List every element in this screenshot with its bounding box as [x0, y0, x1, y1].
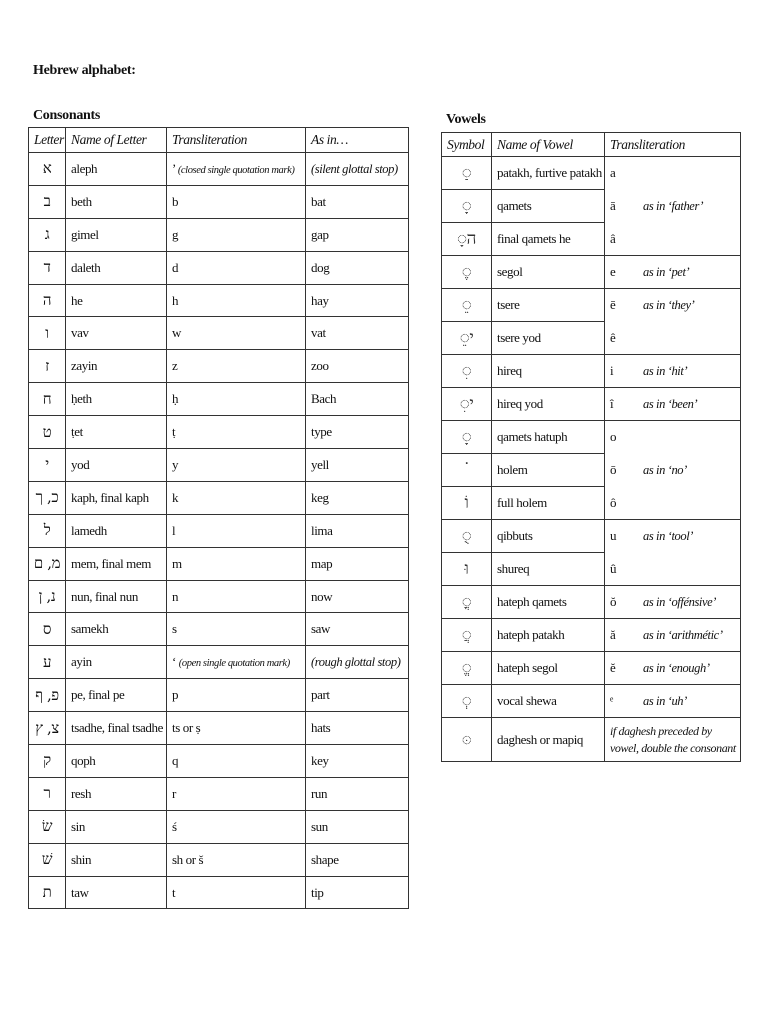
- consonant-as-in: Bach: [306, 383, 409, 416]
- consonant-name: gimel: [66, 218, 167, 251]
- vowel-row: [442, 454, 741, 487]
- vowel-symbol: וֹ: [442, 487, 492, 520]
- vowel-as-in-note: as in ‘offénsive’: [643, 594, 717, 609]
- consonant-as-in: gap: [306, 218, 409, 251]
- vowels-heading: Vowels: [446, 112, 486, 127]
- consonant-row: [29, 810, 409, 843]
- consonant-transliteration-mark: ’: [172, 160, 175, 176]
- consonant-name: samekh: [66, 613, 167, 646]
- consonant-transliteration: [167, 646, 306, 679]
- vowel-transliteration: ĕ: [610, 660, 616, 675]
- consonant-name: beth: [66, 185, 167, 218]
- vowel-transliteration-cell: [605, 619, 741, 652]
- consonant-letter: ר: [29, 777, 66, 810]
- consonant-letter: ט: [29, 416, 66, 449]
- consonant-letter: ת: [29, 876, 66, 909]
- vowel-symbol: ˙: [442, 454, 492, 487]
- vowel-note: if daghesh preceded by vowel, double the consonant: [610, 723, 736, 755]
- consonant-letter: ז: [29, 350, 66, 383]
- consonant-row: [29, 745, 409, 778]
- consonant-as-in: hay: [306, 284, 409, 317]
- consonant-as-in: [306, 646, 409, 679]
- vowel-transliteration: ā: [610, 198, 616, 213]
- consonant-row: [29, 350, 409, 383]
- consonants-table: [28, 127, 409, 909]
- consonant-letter: י: [29, 449, 66, 482]
- consonant-letter: ב: [29, 185, 66, 218]
- vowel-transliteration-cell: [605, 487, 741, 520]
- consonant-name: ayin: [66, 646, 167, 679]
- vowel-symbol: ◌ֲ: [442, 619, 492, 652]
- vowel-row: [442, 685, 741, 718]
- vowel-as-in-note: as in ‘father’: [643, 198, 704, 213]
- vowel-row: [442, 388, 741, 421]
- consonant-name: daleth: [66, 251, 167, 284]
- vowel-name: hireq yod: [492, 388, 605, 421]
- vowel-transliteration-cell: [605, 355, 741, 388]
- vowel-name: qibbuts: [492, 520, 605, 553]
- vowel-row: [442, 652, 741, 685]
- consonant-as-in: key: [306, 745, 409, 778]
- consonant-letter: ק: [29, 745, 66, 778]
- vowel-symbol: ◌ֱ: [442, 652, 492, 685]
- consonant-letter: ג: [29, 218, 66, 251]
- consonant-letter: ל: [29, 514, 66, 547]
- vowel-row: [442, 256, 741, 289]
- vowel-row: [442, 619, 741, 652]
- vowel-row: [442, 520, 741, 553]
- consonant-transliteration: ś: [167, 810, 306, 843]
- consonant-letter: ס: [29, 613, 66, 646]
- consonant-row: [29, 547, 409, 580]
- vowel-transliteration: ē: [610, 297, 616, 313]
- vowel-as-in-note: as in ‘uh’: [643, 693, 687, 708]
- consonant-row: [29, 613, 409, 646]
- vowel-transliteration-cell: [605, 223, 741, 256]
- vowel-row: [442, 355, 741, 388]
- consonant-as-in: now: [306, 580, 409, 613]
- vowel-row: [442, 322, 741, 355]
- vowel-transliteration-cell: [605, 586, 741, 619]
- consonant-letter: ד: [29, 251, 66, 284]
- consonant-transliteration: n: [167, 580, 306, 613]
- consonant-as-in: type: [306, 416, 409, 449]
- consonant-as-in: yell: [306, 449, 409, 482]
- vowel-row: [442, 223, 741, 256]
- vowel-transliteration-cell: [605, 157, 741, 190]
- consonant-row: [29, 284, 409, 317]
- consonant-transliteration: w: [167, 317, 306, 350]
- consonant-letter: נ, ן: [29, 580, 66, 613]
- vowel-symbol: ◌ְ: [442, 685, 492, 718]
- consonant-letter: צ, ץ: [29, 712, 66, 745]
- vowel-transliteration: o: [610, 429, 617, 445]
- consonant-letter: ע: [29, 646, 66, 679]
- consonant-transliteration: p: [167, 679, 306, 712]
- consonant-letter: מ, ם: [29, 547, 66, 580]
- vowel-as-in-note: as in ‘arithmétic’: [643, 627, 723, 642]
- consonant-name: tsadhe, final tsadhe: [66, 712, 167, 745]
- consonant-name: zayin: [66, 350, 167, 383]
- vowel-transliteration-cell: [605, 190, 741, 223]
- consonant-row: [29, 153, 409, 186]
- consonant-row: [29, 876, 409, 909]
- consonant-as-in: saw: [306, 613, 409, 646]
- consonant-transliteration: k: [167, 481, 306, 514]
- consonant-letter: ו: [29, 317, 66, 350]
- consonant-transliteration: ḥ: [167, 383, 306, 416]
- vowel-transliteration: û: [610, 560, 617, 576]
- consonant-name: mem, final mem: [66, 547, 167, 580]
- consonant-as-in: hats: [306, 712, 409, 745]
- vowel-as-in-note: as in ‘enough’: [643, 660, 710, 675]
- vowel-symbol: ◌ִי: [442, 388, 492, 421]
- vowel-transliteration-cell: [605, 289, 741, 322]
- vowel-transliteration: a: [610, 165, 616, 181]
- consonant-row: [29, 218, 409, 251]
- vowel-name: hireq: [492, 355, 605, 388]
- consonant-transliteration-note: (closed single quotation mark): [177, 164, 295, 176]
- consonants-header-row: [29, 128, 409, 153]
- consonants-body: [29, 153, 409, 909]
- consonant-letter: פ, ף: [29, 679, 66, 712]
- consonant-as-in: lima: [306, 514, 409, 547]
- vowel-transliteration-cell: [605, 553, 741, 586]
- vowel-name: shureq: [492, 553, 605, 586]
- column-header-transliteration: Transliteration: [167, 128, 306, 153]
- consonant-transliteration: g: [167, 218, 306, 251]
- vowel-transliteration-cell: [605, 421, 741, 454]
- vowel-name: qamets: [492, 190, 605, 223]
- consonant-name: nun, final nun: [66, 580, 167, 613]
- vowel-name: holem: [492, 454, 605, 487]
- consonant-row: [29, 646, 409, 679]
- consonant-letter: כ, ך: [29, 481, 66, 514]
- vowel-transliteration: ô: [610, 494, 617, 510]
- consonant-as-in: keg: [306, 481, 409, 514]
- consonant-row: [29, 514, 409, 547]
- vowel-transliteration-cell: [605, 322, 741, 355]
- column-header-vowel-name: Name of Vowel: [492, 133, 605, 157]
- consonant-row: [29, 712, 409, 745]
- vowel-row: [442, 586, 741, 619]
- consonant-row: [29, 843, 409, 876]
- consonant-as-in: run: [306, 777, 409, 810]
- vowel-transliteration: ê: [610, 329, 616, 345]
- vowel-transliteration-cell: [605, 652, 741, 685]
- consonant-as-in: [306, 153, 409, 186]
- consonant-name: kaph, final kaph: [66, 481, 167, 514]
- vowel-row: [442, 157, 741, 190]
- vowel-row: [442, 553, 741, 586]
- consonant-transliteration: h: [167, 284, 306, 317]
- consonant-letter: שׂ: [29, 810, 66, 843]
- vowel-as-in-note: as in ‘been’: [643, 396, 698, 411]
- vowel-transliteration-cell: [605, 454, 741, 487]
- consonant-transliteration: ts or ṣ: [167, 712, 306, 745]
- vowel-name: final qamets he: [492, 223, 605, 256]
- column-header-symbol: Symbol: [442, 133, 492, 157]
- consonant-name: resh: [66, 777, 167, 810]
- consonant-transliteration: m: [167, 547, 306, 580]
- vowel-as-in-note: as in ‘they’: [643, 297, 695, 312]
- consonant-transliteration: s: [167, 613, 306, 646]
- consonant-transliteration: ṭ: [167, 416, 306, 449]
- consonant-name: qoph: [66, 745, 167, 778]
- consonant-name: yod: [66, 449, 167, 482]
- vowel-row: [442, 718, 741, 762]
- vowel-name: hateph segol: [492, 652, 605, 685]
- vowel-transliteration: i: [610, 363, 614, 378]
- vowel-transliteration-cell: [605, 520, 741, 553]
- vowel-name: hateph patakh: [492, 619, 605, 652]
- consonant-row: [29, 481, 409, 514]
- vowels-table: [441, 132, 741, 762]
- consonant-as-in: map: [306, 547, 409, 580]
- vowel-transliteration: ᵉ: [610, 693, 613, 708]
- vowel-symbol: ◌ָה: [442, 223, 492, 256]
- vowel-symbol: ◌ּ: [442, 718, 492, 762]
- vowel-symbol: ◌ַ: [442, 157, 492, 190]
- column-header-vowel-transliteration: Transliteration: [605, 133, 741, 157]
- consonant-name: taw: [66, 876, 167, 909]
- consonant-as-in: bat: [306, 185, 409, 218]
- consonant-row: [29, 383, 409, 416]
- consonant-letter: ח: [29, 383, 66, 416]
- consonant-row: [29, 185, 409, 218]
- consonant-transliteration: d: [167, 251, 306, 284]
- consonant-transliteration: sh or š: [167, 843, 306, 876]
- consonant-row: [29, 251, 409, 284]
- vowel-name: patakh, furtive patakh: [492, 157, 605, 190]
- consonant-name: lamedh: [66, 514, 167, 547]
- consonant-transliteration: y: [167, 449, 306, 482]
- vowel-name: qamets hatuph: [492, 421, 605, 454]
- vowel-name: tsere: [492, 289, 605, 322]
- vowel-name: daghesh or mapiq: [492, 718, 605, 762]
- consonant-transliteration: [167, 153, 306, 186]
- vowel-as-in-note: as in ‘tool’: [643, 528, 694, 543]
- vowel-transliteration: ŏ: [610, 594, 617, 609]
- consonant-row: [29, 449, 409, 482]
- vowel-row: [442, 190, 741, 223]
- consonant-transliteration: r: [167, 777, 306, 810]
- vowel-symbol: ◌ָ: [442, 421, 492, 454]
- vowel-symbol: ◌ֵ: [442, 289, 492, 322]
- vowel-name: segol: [492, 256, 605, 289]
- consonant-name: pe, final pe: [66, 679, 167, 712]
- vowel-transliteration: ō: [610, 462, 617, 477]
- column-header-letter: Letter: [29, 128, 66, 153]
- consonant-name: shin: [66, 843, 167, 876]
- vowel-row: [442, 487, 741, 520]
- consonant-as-in: sun: [306, 810, 409, 843]
- consonant-name: he: [66, 284, 167, 317]
- vowel-row: [442, 421, 741, 454]
- consonant-name: aleph: [66, 153, 167, 186]
- consonant-as-in: vat: [306, 317, 409, 350]
- consonant-transliteration-note: (open single quotation mark): [178, 658, 290, 670]
- vowel-name: full holem: [492, 487, 605, 520]
- vowel-transliteration-cell: [605, 685, 741, 718]
- consonant-transliteration: b: [167, 185, 306, 218]
- vowel-transliteration-cell: [605, 718, 741, 762]
- vowel-transliteration-cell: [605, 256, 741, 289]
- consonant-letter: א: [29, 153, 66, 186]
- consonant-as-in: part: [306, 679, 409, 712]
- vowel-transliteration-cell: [605, 388, 741, 421]
- consonant-transliteration: z: [167, 350, 306, 383]
- vowel-symbol: וּ: [442, 553, 492, 586]
- vowel-as-in-note: as in ‘pet’: [643, 264, 690, 279]
- vowel-symbol: ◌ֵי: [442, 322, 492, 355]
- consonant-as-in-note: (rough glottal stop): [311, 655, 401, 670]
- consonant-transliteration: l: [167, 514, 306, 547]
- column-header-name: Name of Letter: [66, 128, 167, 153]
- consonant-letter: שׁ: [29, 843, 66, 876]
- vowels-header-row: [442, 133, 741, 157]
- consonant-name: ḥeth: [66, 383, 167, 416]
- vowel-as-in-note: as in ‘hit’: [643, 363, 688, 378]
- consonant-row: [29, 416, 409, 449]
- vowel-symbol: ◌ָ: [442, 190, 492, 223]
- vowel-transliteration: â: [610, 230, 616, 246]
- consonant-row: [29, 317, 409, 350]
- vowel-row: [442, 289, 741, 322]
- consonant-letter: ה: [29, 284, 66, 317]
- vowel-transliteration: e: [610, 264, 616, 279]
- consonant-row: [29, 679, 409, 712]
- consonant-name: vav: [66, 317, 167, 350]
- consonant-as-in-note: (silent glottal stop): [311, 161, 398, 176]
- vowel-symbol: ◌ֳ: [442, 586, 492, 619]
- vowel-as-in-note: as in ‘no’: [643, 462, 687, 477]
- vowel-name: vocal shewa: [492, 685, 605, 718]
- vowel-symbol: ◌ֻ: [442, 520, 492, 553]
- vowels-body: [442, 157, 741, 762]
- vowel-transliteration: î: [610, 396, 614, 411]
- consonant-name: sin: [66, 810, 167, 843]
- consonant-as-in: shape: [306, 843, 409, 876]
- vowel-name: tsere yod: [492, 322, 605, 355]
- consonant-transliteration: q: [167, 745, 306, 778]
- page-title: Hebrew alphabet:: [33, 63, 136, 78]
- consonant-row: [29, 580, 409, 613]
- consonant-transliteration: t: [167, 876, 306, 909]
- vowel-symbol: ◌ִ: [442, 355, 492, 388]
- consonant-name: ṭet: [66, 416, 167, 449]
- column-header-as-in: As in…: [306, 128, 409, 153]
- consonant-transliteration-mark: ‘: [172, 654, 176, 670]
- vowel-name: hateph qamets: [492, 586, 605, 619]
- vowel-symbol: ◌ֶ: [442, 256, 492, 289]
- consonant-as-in: zoo: [306, 350, 409, 383]
- consonant-as-in: dog: [306, 251, 409, 284]
- consonant-row: [29, 777, 409, 810]
- consonant-as-in: tip: [306, 876, 409, 909]
- vowel-transliteration: ă: [610, 627, 616, 642]
- consonants-heading: Consonants: [33, 108, 101, 123]
- vowel-transliteration: u: [610, 528, 617, 544]
